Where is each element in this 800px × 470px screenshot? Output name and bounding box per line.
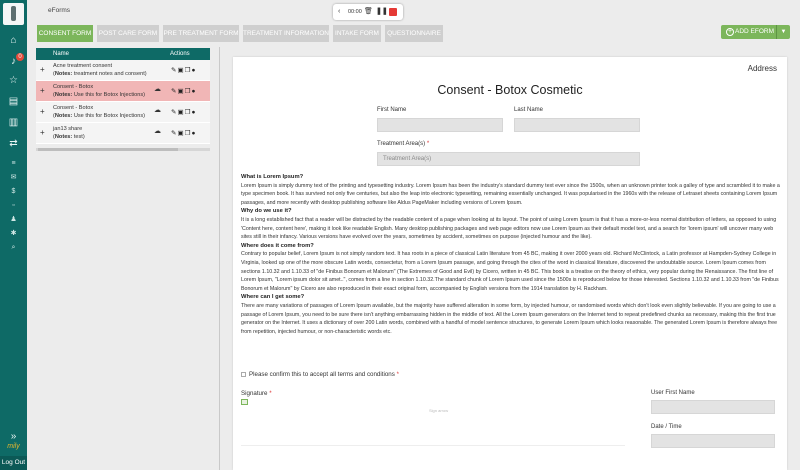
edit-icon[interactable]: ✎ xyxy=(171,109,178,116)
form-name: Acne treatment consent xyxy=(53,63,113,69)
signature-hint: Sign arrow xyxy=(429,408,449,413)
app-title: eForms xyxy=(48,7,71,14)
last-name-input[interactable] xyxy=(514,118,640,132)
copy-icon[interactable]: ❐ xyxy=(184,109,192,116)
expand-icon[interactable]: + xyxy=(40,107,45,116)
pane-divider[interactable] xyxy=(219,47,220,470)
section-heading: Where can I get some? xyxy=(241,294,305,301)
recorder-time: 00:00 xyxy=(348,9,362,15)
expand-icon[interactable]: + xyxy=(40,65,45,74)
open-icon[interactable]: ▣ xyxy=(177,67,185,74)
consent-text xyxy=(241,173,781,336)
tab-treatment-information[interactable]: TREATMENT INFORMATION xyxy=(243,25,329,42)
address-text: Address xyxy=(747,64,777,73)
book-icon[interactable]: ▥ xyxy=(8,117,19,128)
list-item[interactable] xyxy=(36,81,210,102)
treatment-area-input[interactable]: Treatment Area(s) xyxy=(377,152,640,166)
date-time-input[interactable] xyxy=(651,434,775,448)
copy-icon[interactable]: ❐ xyxy=(184,88,192,95)
users-icon[interactable]: ♟ xyxy=(10,216,17,223)
screen-recorder-widget xyxy=(333,4,403,20)
list-horizontal-scrollbar[interactable] xyxy=(36,148,210,151)
date-time-label: Date / Time xyxy=(651,424,682,430)
edit-icon[interactable]: ✎ xyxy=(171,67,178,74)
last-name-label: Last Name xyxy=(514,107,544,113)
signature-pad[interactable] xyxy=(241,445,625,446)
section-heading: What is Lorem Ipsum? xyxy=(241,174,304,180)
tab-pre-treatment-form[interactable]: PRE TREATMENT FORM xyxy=(163,25,239,42)
delete-icon[interactable]: ● xyxy=(191,130,197,137)
form-notes: (Notes: test) xyxy=(53,134,85,140)
row-actions xyxy=(171,129,196,137)
brand-name: mily xyxy=(7,443,20,450)
edit-icon[interactable]: ✎ xyxy=(171,130,178,137)
section-heading: Why do we use it? xyxy=(241,208,292,215)
section-text: Lorem Ipsum is simply dummy text of the printing and typesetting industry. Lorem Ipsum has been the industry's standard dummy text ever since the 1500s, when an unknown printer took a galley of type and scrambled it to make a type specimen book. It has survived not only five centuries, but also the leap into electronic typesetting, remaining essentially unchanged. It was popularised in the 1960s with the release of Letraset sheets containing Lorem Ipsum passages, and more recently with desktop publishing software like Aldus PageMaker including versions of Lorem Ipsum. xyxy=(241,182,780,206)
copy-icon[interactable]: ❐ xyxy=(184,130,192,137)
delete-icon[interactable]: ● xyxy=(191,109,197,116)
first-name-label: First Name xyxy=(377,107,407,113)
plus-circle-icon: + xyxy=(727,28,733,35)
tab-post-care-form[interactable]: POST CARE FORM xyxy=(97,25,159,42)
form-name: Consent - Botox xyxy=(53,105,94,111)
list-item[interactable] xyxy=(36,60,210,81)
star-icon[interactable]: ☆ xyxy=(9,75,18,86)
tab-questionnaire[interactable]: QUESTIONNAIRE xyxy=(385,25,443,42)
form-name: Consent - Botox xyxy=(53,84,94,90)
notification-badge: 0 xyxy=(16,53,24,61)
pause-icon[interactable]: ❚❚ xyxy=(376,8,388,15)
add-eform-label: ADD EFORM xyxy=(735,28,774,35)
actions-column-header: Actions xyxy=(170,51,190,57)
section-text: Contrary to popular belief, Lorem Ipsum is not simply random text. It has roots in a piece of classical Latin literature from 45 BC, making it over 2000 years old. Richard McClintock, a Latin professor at Hampden-Sydney College in Virginia, looked up one of the more obscure Latin words, consectetur, from a Lorem Ipsum passage, and going through the cites of the word in classical literature, discovered the undoubtable source. Lorem Ipsum comes from sections 1.10.32 and 1.10.33 of "de Finibus Bonorum et Malorum" (The Extremes of Good and Evil) by Cicero, written in 45 BC. This book is a treatise on the theory of ethics, very popular during the Renaissance. The first line of Lorem Ipsum, "Lorem ipsum dolor sit amet..", comes from a line in section 1.10.32.The standard chunk of Lorem Ipsum used since the 1500s is reproduced below for those interested. Sections 1.10.32 and 1.10.33 from "de Finibus Bonorum et Malorum" by Cicero are also reproduced in their exact original form, accompanied by English versions from the 1914 translation by H. Rackham. xyxy=(241,251,779,292)
switch-icon[interactable]: ⇄ xyxy=(9,138,18,149)
terms-confirm[interactable]: Please confirm this to accept all terms and conditions * xyxy=(241,371,399,378)
form-notes: (Notes: Use this for Botox Injections) xyxy=(53,113,146,119)
home-icon[interactable]: ⌂ xyxy=(10,35,17,46)
form-name: jan13 share xyxy=(53,126,83,132)
bell-icon[interactable]: ♪ xyxy=(11,56,16,67)
caret-down-icon[interactable]: ▼ xyxy=(776,25,790,39)
treatment-area-label: Treatment Area(s) * xyxy=(377,141,430,147)
list-icon[interactable]: ≡ xyxy=(11,160,16,167)
open-icon[interactable]: ▣ xyxy=(177,88,185,95)
row-actions xyxy=(171,87,196,95)
user-first-name-label: User First Name xyxy=(651,390,695,396)
form-notes: (Notes: Use this for Botox Injections) xyxy=(53,92,146,98)
section-heading: Where does it come from? xyxy=(241,242,314,249)
expand-icon[interactable]: + xyxy=(40,128,45,137)
open-icon[interactable]: ▣ xyxy=(177,130,185,137)
left-nav-rail xyxy=(0,0,27,470)
open-icon[interactable]: ▣ xyxy=(177,109,185,116)
mail-icon[interactable]: ✉ xyxy=(10,174,17,181)
expand-sidebar-icon[interactable]: » xyxy=(10,431,17,442)
tab-intake-form[interactable]: INTAKE FORM xyxy=(333,25,381,42)
name-column-header: Name xyxy=(53,51,70,57)
eforms-list xyxy=(36,48,210,144)
section-text: There are many variations of passages of Lorem Ipsum available, but the majority have suffered alteration in some form, by injected humour, or randomised words which don't look even slightly believable. If you are going to use a passage of Lorem Ipsum, you need to be sure there isn't anything embarrassing hidden in the middle of text. All the Lorem Ipsum generators on the Internet tend to repeat predefined chunks as necessary, making this the first true generator on the Internet. It uses a dictionary of over 200 Latin words, combined with a handful of model sentence structures, to generate Lorem Ipsum which looks reasonable. The generated Lorem Ipsum is therefore always free from repetition, injected humour, or non-characteristic words etc. xyxy=(241,302,778,335)
expand-icon[interactable]: + xyxy=(40,86,45,95)
dollar-icon[interactable]: $ xyxy=(11,188,16,195)
list-item[interactable] xyxy=(36,102,210,123)
signature-image-icon[interactable] xyxy=(241,399,248,405)
tab-consent-form[interactable]: CONSENT FORM xyxy=(37,25,93,42)
section-text: It is a long established fact that a reader will be distracted by the readable content of a page when looking at its layout. The point of using Lorem Ipsum is that it has a more-or-less normal distribution of letters, as opposed to using 'Content here, content here', making it look like readable English. Many desktop publishing packages and web page editors now use Lorem Ipsum as their default model text, and a search for 'lorem ipsum' will uncover many web sites still in their infancy. Various versions have evolved over the years, sometimes by accident, sometimes on purpose (injected humour and the like). xyxy=(241,216,777,241)
scrollbar-thumb[interactable] xyxy=(38,148,178,151)
search-icon[interactable]: ⌕ xyxy=(11,244,16,251)
stop-recording-icon[interactable] xyxy=(389,8,397,16)
row-actions xyxy=(171,66,196,74)
cloud-icon[interactable]: ☁ xyxy=(154,107,161,114)
edit-icon[interactable]: ✎ xyxy=(171,88,178,95)
form-notes: (Notes: treatment notes and consent) xyxy=(53,71,147,77)
delete-icon[interactable]: ● xyxy=(191,88,197,95)
user-first-name-input[interactable] xyxy=(651,400,775,414)
delete-icon[interactable]: ● xyxy=(191,67,197,74)
copy-icon[interactable]: ❐ xyxy=(184,67,192,74)
trash-icon[interactable]: 🗑 xyxy=(364,8,373,15)
terms-label: Please confirm this to accept all terms and conditions xyxy=(249,371,395,378)
terms-checkbox[interactable] xyxy=(241,372,246,377)
list-item[interactable] xyxy=(36,123,210,144)
first-name-input[interactable] xyxy=(377,118,503,132)
logout-button[interactable]: Log Out xyxy=(0,456,27,470)
document-icon[interactable]: ▫ xyxy=(12,202,15,209)
form-preview xyxy=(233,57,787,470)
row-actions xyxy=(171,108,196,116)
form-title: Consent - Botox Cosmetic xyxy=(437,83,583,97)
cloud-icon[interactable]: ☁ xyxy=(154,128,161,135)
clinic-logo[interactable] xyxy=(3,3,24,25)
signature-label: Signature * xyxy=(241,390,272,397)
add-eform-button[interactable] xyxy=(721,25,790,39)
list-header xyxy=(36,48,210,60)
cloud-icon[interactable]: ☁ xyxy=(154,86,161,93)
news-icon[interactable]: ▤ xyxy=(8,96,19,107)
settings-icon[interactable]: ✱ xyxy=(10,230,17,237)
collapse-chevron-icon[interactable]: ‹ xyxy=(338,8,341,15)
